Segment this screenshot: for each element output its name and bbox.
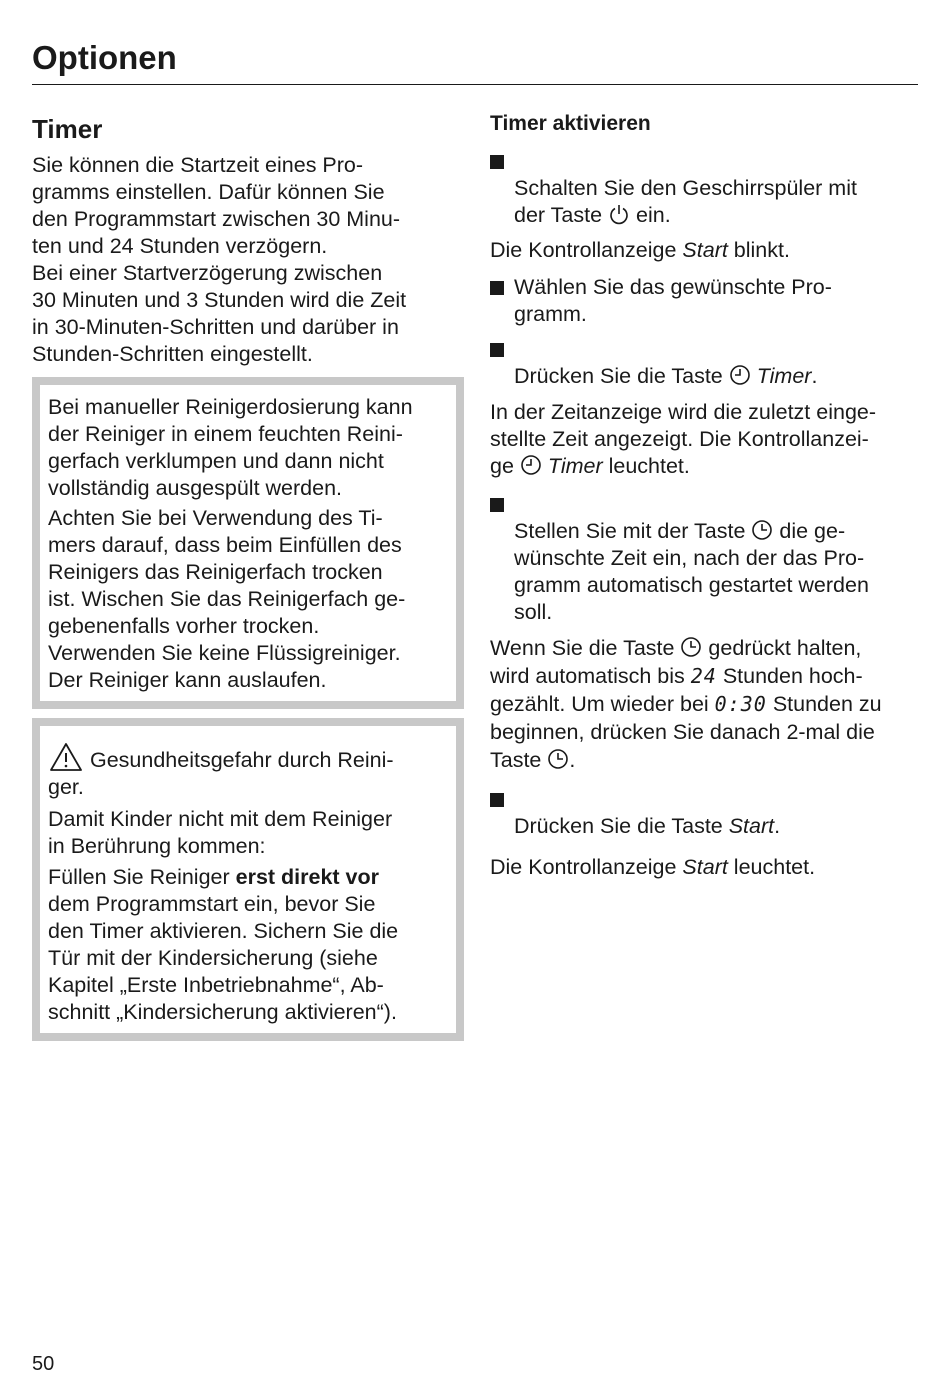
notice-paragraph: Bei manueller Reinigerdosierung kann der Reiniger in einem feuchten Reini- gerfach verklumpen und dann nicht vollständig ausgespült werden.: [48, 395, 413, 500]
display-segment-value: 0:30: [714, 692, 767, 716]
timer-clock-icon: [729, 364, 751, 386]
bullet-square-icon: [490, 281, 504, 295]
left-column: [32, 110, 464, 1041]
step-item: Drücken Sie die Taste Start.: [490, 786, 922, 840]
bullet-square-icon: [490, 343, 504, 357]
warning-paragraph: Damit Kinder nicht mit dem Reiniger in Berührung kommen:: [48, 807, 393, 858]
timer-clock-icon: [547, 748, 569, 770]
bullet-square-icon: [490, 155, 504, 169]
timer-intro-text: Sie können die Startzeit eines Pro- gramms einstellen. Dafür können Sie den Programmstart zwischen 30 Minu- ten und 24 Stunden verzögern. Bei einer Startverzögerung zwischen 30 Minuten und 3 Stunden wird die Zeit in 30-Minuten-Schritten und darüber in Stunden-Schritten eingestellt.: [32, 153, 407, 366]
emphasis-text: erst direkt vor: [235, 865, 380, 889]
title-divider: [32, 84, 918, 85]
bullet-square-icon: [490, 793, 504, 807]
notice-paragraph: Verwenden Sie keine Flüssigreiniger. Der Reiniger kann auslaufen.: [48, 641, 401, 692]
right-column: [490, 110, 922, 881]
status-paragraph: In der Zeitanzeige wird die zuletzt einge- stellte Zeit angezeigt. Die Kontrollanzei- ge Timer leuchtet.: [490, 400, 877, 478]
warning-title: Gesundheitsgefahr durch Reini- ger.: [48, 741, 448, 801]
page-title: Optionen: [32, 39, 177, 76]
status-paragraph: Die Kontrollanzeige Start blinkt.: [490, 238, 790, 262]
timer-clock-icon: [680, 636, 702, 658]
section-heading-timer-activate: Timer aktivieren: [490, 112, 651, 135]
bullet-square-icon: [490, 498, 504, 512]
warning-triangle-icon: [48, 741, 84, 773]
timer-clock-icon: [751, 519, 773, 541]
power-button-icon: [608, 203, 630, 225]
step-item: Stellen Sie mit der Taste die ge- wünschte Zeit ein, nach der das Pro- gramm automatisch gestartet werden soll.: [490, 491, 922, 626]
cleaner-notice-box: [32, 377, 464, 709]
warning-paragraph: Füllen Sie Reiniger erst direkt vor dem Programmstart ein, bevor Sie den Timer aktivieren. Sichern Sie die Tür mit der Kindersicherung (siehe Kapitel „Erste Inbetriebnahme“, Ab- schnitt „Kindersicherung aktivieren“).: [48, 865, 399, 1024]
step-item: Schalten Sie den Geschirrspüler mit der Taste ein.: [490, 148, 922, 229]
section-heading-timer: Timer: [32, 114, 103, 144]
page-number: 50: [32, 1353, 55, 1375]
status-paragraph: Wenn Sie die Taste gedrückt halten, wird automatisch bis 24 Stunden hoch- gezählt. Um wieder bei 0:30 Stunden zu beginnen, drücken Sie danach 2-mal die Taste .: [490, 636, 882, 772]
health-warning-box: [32, 718, 464, 1041]
step-item: Drücken Sie die Taste Timer.: [490, 336, 922, 390]
step-item: Wählen Sie das gewünschte Pro- gramm.: [490, 274, 922, 328]
notice-paragraph: Achten Sie bei Verwendung des Ti- mers darauf, dass beim Einfüllen des Reinigers das Reinigerfach trocken ist. Wischen Sie das Reinigerfach ge- gebenenfalls vorher trocken.: [48, 506, 406, 638]
status-paragraph: Die Kontrollanzeige Start leuchtet.: [490, 855, 816, 879]
display-segment-value: 24: [690, 664, 717, 688]
timer-clock-icon: [520, 454, 542, 476]
